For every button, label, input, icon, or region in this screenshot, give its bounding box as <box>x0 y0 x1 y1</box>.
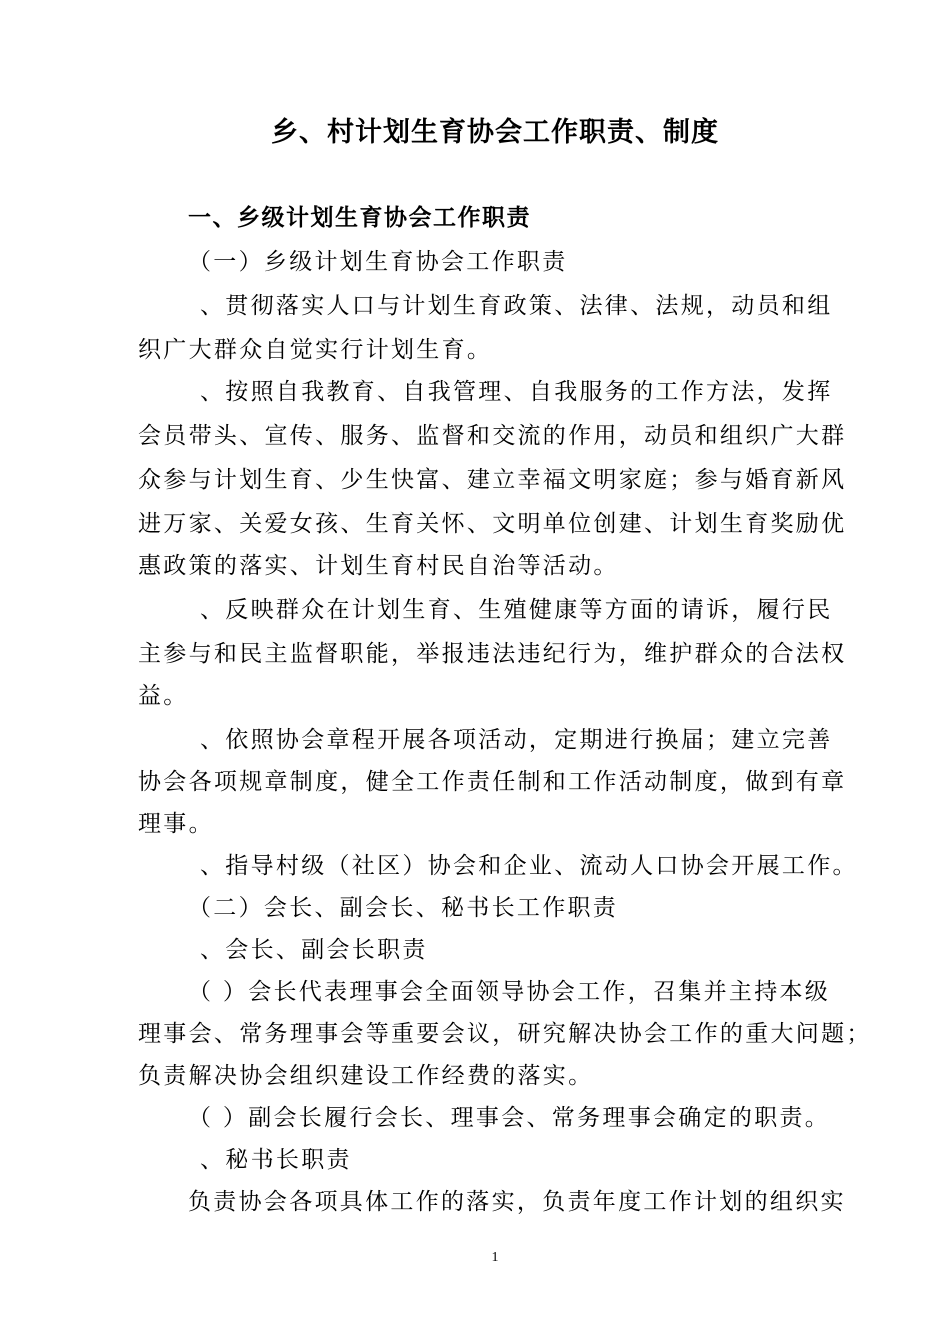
paragraph-line: 、秘书长职责 <box>200 1147 352 1173</box>
paragraph-line: 负责解决协会组织建设工作经费的落实。 <box>138 1063 594 1089</box>
paragraph-line: 、指导村级（社区）协会和企业、流动人口协会开展工作。 <box>200 853 858 879</box>
subsection-heading: （二）会长、副会长、秘书长工作职责 <box>188 895 619 921</box>
paragraph-line: 织广大群众自觉实行计划生育。 <box>138 337 493 363</box>
paragraph-line: 主参与和民主监督职能，举报违法违纪行为，维护群众的合法权 <box>138 641 847 667</box>
paragraph-line: 众参与计划生育、少生快富、建立幸福文明家庭；参与婚育新风 <box>138 467 847 493</box>
paragraph-line: 、反映群众在计划生育、生殖健康等方面的请诉，履行民 <box>200 597 833 623</box>
paragraph-line: 、按照自我教育、自我管理、自我服务的工作方法，发挥 <box>200 379 833 405</box>
paragraph-line: （ ）会长代表理事会全面领导协会工作，召集并主持本级 <box>188 979 831 1005</box>
paragraph-line: 负责协会各项具体工作的落实，负责年度工作计划的组织实 <box>188 1189 846 1215</box>
page-number: 1 <box>491 1250 499 1265</box>
subsection-heading: （一）乡级计划生育协会工作职责 <box>188 249 568 275</box>
paragraph-line: 理事会、常务理事会等重要会议，研究解决协会工作的重大问题； <box>138 1021 872 1047</box>
paragraph-line: 、贯彻落实人口与计划生育政策、法律、法规，动员和组 <box>200 293 833 319</box>
section-heading: 一、乡级计划生育协会工作职责 <box>188 205 531 231</box>
paragraph-line: 进万家、关爱女孩、生育关怀、文明单位创建、计划生育奖励优 <box>138 511 847 537</box>
paragraph-line: 惠政策的落实、计划生育村民自治等活动。 <box>138 553 619 579</box>
paragraph-line: （ ）副会长履行会长、理事会、常务理事会确定的职责。 <box>188 1105 831 1131</box>
paragraph-line: 、依照协会章程开展各项活动，定期进行换届；建立完善 <box>200 727 833 753</box>
document-title: 乡、村计划生育协会工作职责、制度 <box>271 117 719 148</box>
paragraph-line: 协会各项规章制度，健全工作责任制和工作活动制度，做到有章 <box>138 769 847 795</box>
paragraph-line: 益。 <box>138 683 189 709</box>
paragraph-line: 、会长、副会长职责 <box>200 937 428 963</box>
paragraph-line: 理事。 <box>138 811 214 837</box>
paragraph-line: 会员带头、宣传、服务、监督和交流的作用，动员和组织广大群 <box>138 423 847 449</box>
